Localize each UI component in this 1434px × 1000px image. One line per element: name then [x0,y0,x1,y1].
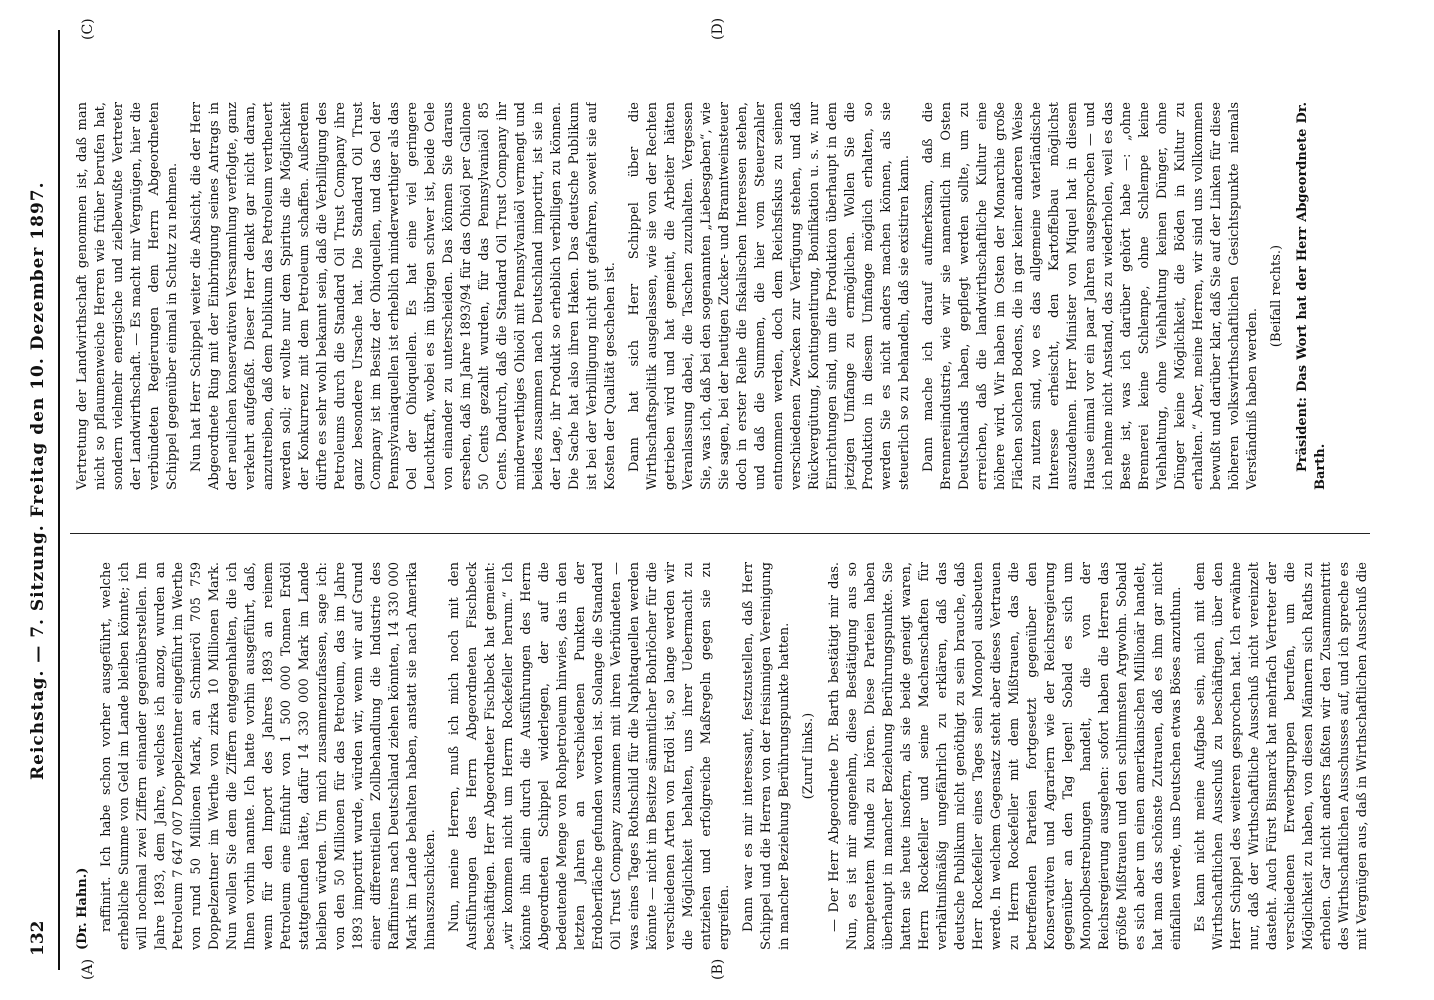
margin-marker-b: (B) [710,958,726,980]
left-paragraph-1: raffinirt. Ich habe schon vorher ausgeführt, welche erhebliche Summe von Geld im Lande bleiben könnte; ich will nochmal zwei Ziffern einander gegenüberstellen. Im Jahre 1893, dem Jahre, welches ich anzog, wurden an Petroleum 7 647 007 Doppelzentner eingeführt im Werthe von rund 50 Millionen Mark, an Schmieröl 705 759 Doppelzentner im Werthe von zirka 10 Millionen Mark. Nun wollen Sie dem die Ziffern entgegenhalten, die ich Ihnen vorhin nannte. Ich hatte vorhin ausgeführt, daß, wenn für den Import des Jahres 1893 an reinem Petroleum eine Einfuhr von 1 500 000 Tonnen Erdöl stattgefunden hätte, dafür 14 330 000 Mark im Lande bleiben würden. Um mich zusammenzufassen, sage ich: von den 50 Millionen für das Petroleum, das im Jahre 1893 importirt wurde, würden wir, wenn wir auf Grund einer differentiellen Zollbehandlung die Industrie des Raffinirens nach Deutschland ziehen könnten, 14 330 000 Mark im Lande behalten haben, anstatt sie nach Amerika hinauszuschicken. [99,562,438,950]
speaker-label: (Dr. Hahn.) [75,867,90,950]
interjection-note: (Zuruf links.) [801,712,816,800]
column-divider [70,533,1370,534]
margin-marker-d: (D) [710,17,726,40]
president-line: Präsident: Das Wort hat der Herr Abgeordnete Dr. Barth. [1295,102,1328,490]
margin-marker-c: (C) [80,18,96,40]
session-title: Reichstag. — 7. Sitzung. Freitag den 10. Dezember 1897. [28,181,48,780]
left-column [74,562,1374,950]
left-paragraph-4: — Der Herr Abgeordnete Dr. Barth bestätigt mir das. Nun, es ist mir angenehm, diese Bestätigung aus so kompetentem Munde zu hören. Diese Parteien haben überhaupt in mancher Beziehung Berührungspunkte. Sie hatten sie heute insofern, als sie beide geneigt waren, Herrn Rockefeller und seine Machenschaften für verhältnißmäßig ungefährlich zu erklären, daß das deutsche Publikum nicht genöthigt zu sein brauche, daß Herr Rockefeller eines Tages sein Monopol ausbeuten werde. In welchem Gegensatz steht aber dieses Vertrauen zu Herrn Rockefeller mit dem Mißtrauen, das die betreffenden Parteien fortgesetzt gegenüber den Konservativen und Agrariern wie der Reichsregierung gegenüber an den Tag legen! Sobald es sich um Monopolbestrebungen handelt, die von der Reichsregierung ausgehen: sofort haben die Herren das größte Mißtrauen und den schlimmsten Argwohn. Sobald es sich aber um einen amerikanischen Millionär handelt, hat man das schönste Zutrauen, daß es ihm gar nicht einfallen werde, uns Deutschen etwas Böses anzuthun. [827,562,1184,950]
page-header [28,10,56,990]
rotated-document-page [10,10,1410,990]
right-paragraph-4: Dann mache ich darauf aufmerksam, daß die Brennereiindustrie, wie wir sie namentlich im Osten Deutschlands haben, gepflegt werden sollte, um zu erreichen, daß die landwirthschaftliche Kultur eine höhere wird. Wir haben im Osten der Monarchie große Flächen solchen Bodens, die in gar keiner anderen Weise zu nutzen sind, wo es das allgemeine vaterländische Interesse erheischt, den Kartoffelbau möglichst auszudehnen. Herr Minister von Miquel hat in diesem Hause einmal vor ein paar Jahren ausgesprochen — und ich nehme nicht Anstand, das zu wiederholen, weil es das Beste ist, was ich darüber gehört habe —: „ohne Brennerei keine Schlempe, ohne Schlempe keine Viehhaltung, ohne Viehhaltung keinen Dünger, ohne Dünger keine Möglichkeit, die Böden in Kultur zu erhalten.“ Aber, meine Herren, wir sind uns vollkommen bewußt und darüber klar, daß Sie auf der Linken für diese höheren volkswirthschaftlichen Gesichtspunkte niemals Verständniß haben werden. [921,102,1260,490]
right-column [74,102,1374,490]
left-paragraph-2: Nun, meine Herren, muß ich mich noch mit den Ausführungen des Herrn Abgeordneten Fischbeck beschäftigen. Herr Abgeordneter Fischbeck hat gemeint: „wir kommen nicht um Herrn Rockefeller herum.“ Ich könnte ihn allein durch die Ausführungen des Herrn Abgeordneten Schippel widerlegen, der auf die bedeutende Menge von Rohpetroleum hinwies, das in den letzten Jahren an verschiedenen Punkten der Erdoberfläche gefunden worden ist. Solange die Standard Oil Trust Company zusammen mit ihren Verbündeten — was eines Tages Rothschild für die Naphtaquellen werden könnte — nicht im Besitze sämmtlicher Bohrlöcher für die verschiedenen Arten von Erdöl ist, so lange werden wir die Möglichkeit behalten, uns ihrer Uebermacht zu entziehen und erfolgreiche Maßregeln gegen sie zu ergreifen. [447,562,732,950]
header-rule [58,30,60,970]
left-paragraph-3: Dann war es mir interessant, festzustellen, daß Herr Schippel und die Herren von der freisinnigen Vereinigung in mancher Beziehung Berührungspunkte hatten. [741,562,792,950]
page-number: 132 [28,920,48,956]
digitization-note [1412,15,1428,985]
applause-note: (Beifall rechts.) [1269,244,1284,348]
right-paragraph-2: Nun hat Herr Schippel weiter die Absicht, die der Herr Abgeordnete Ring mit der Einbringung seines Antrags in der neulichen konservativen Versammlung verfolgte, ganz verkehrt aufgefaßt. Dieser Herr denkt gar nicht daran, anzutreiben, daß dem Publikum das Petroleum vertheuert werden soll; er wollte nur dem Spiritus die Möglichkeit der Konkurrenz mit dem Petroleum schaffen. Außerdem dürfte es sehr wohl bekannt sein, daß die Verbilligung des Petroleums durch die Standard Oil Trust Company ihre ganz besondere Ursache hat. Die Standard Oil Trust Company ist im Besitz der Ohioquellen, und das Oel der Pennsylvaniaquellen ist erheblich minderwerthiger als das Oel der Ohioquellen. Es hat eine viel geringere Leuchtkraft, wobei es im übrigen schwer ist, beide Oele von einander zu unterscheiden. Das können Sie daraus ersehen, daß im Jahre 1893/94 für das Ohioöl per Gallone 50 Cents gezahlt wurden, für das Pennsylvaniaöl 85 Cents. Dadurch, daß die Standard Oil Trust Company ihr minderwerthiges Ohioöl mit Pennsylvaniaöl vermengt und beides zusammen nach Deutschland importirt, ist sie in der Lage, ihr Produkt so erheblich verbilligen zu können. Die Sache hat also ihren Haken. Das deutsche Publikum ist bei der Verbilligung nicht gut gefahren, soweit sie auf Kosten der Qualität geschehen ist. [189,102,618,490]
right-paragraph-3: Dann hat sich Herr Schippel über die Wirthschaftspolitik ausgelassen, wie sie von der Rechten getrieben wird und hat gemeint, die Arbeiter hätten Veranlassung dabei, die Taschen zuzuhalten. Vergessen Sie, was ich, daß bei den sogenannten „Liebesgaben“, wie Sie sagen, bei der heutigen Zucker- und Branntweinsteuer doch in erster Reihe die fiskalischen Interessen stehen, und daß die Summen, die hier vom Steuerzahler entnommen werden, doch dem Reichsfiskus zu seinen verschiedenen Zwecken zur Verfügung stehen, und daß Rückvergütung, Kontingentirung, Bonifikation u. s. w. nur Einrichtungen sind, um die Produktion überhaupt in dem jetzigen Umfange zu ermöglichen. Wollen Sie die Produktion in diesem Umfange möglich erhalten, so werden Sie es nicht anders machen können, als sie steuerlich so zu behandeln, daß sie existiren kann. [627,102,912,490]
right-paragraph-1: Vertretung der Landwirthschaft genommen ist, daß man nicht so pflaumenweiche Herren wie früher berufen hat, sondern vielmehr energische und zielbewußte Vertreter der Landwirthschaft. — Es macht mir Vergnügen, hier die verbündeten Regierungen dem Herrn Abgeordneten Schippel gegenüber einmal in Schutz zu nehmen. [75,102,180,490]
margin-marker-a: (A) [80,958,96,980]
left-paragraph-5: Es kann nicht meine Aufgabe sein, mich mit dem Wirthschaftlichen Ausschuß zu beschäftigen, über den Herr Schippel des weiteren gesprochen hat. Ich erwähne nur, daß der Wirthschaftliche Ausschuß nicht vereinzelt dasteht. Auch Fürst Bismarck hat mehrfach Vertreter der verschiedenen Erwerbsgruppen berufen, um die Möglichkeit zu haben, von diesen Männern sich Raths zu erholen. Gar nicht anders faßten wir den Zusammentritt des Wirthschaftlichen Ausschusses auf, und ich spreche es mit Vergnügen aus, daß in Wirthschaftlichen Ausschuß die [1193,562,1370,950]
